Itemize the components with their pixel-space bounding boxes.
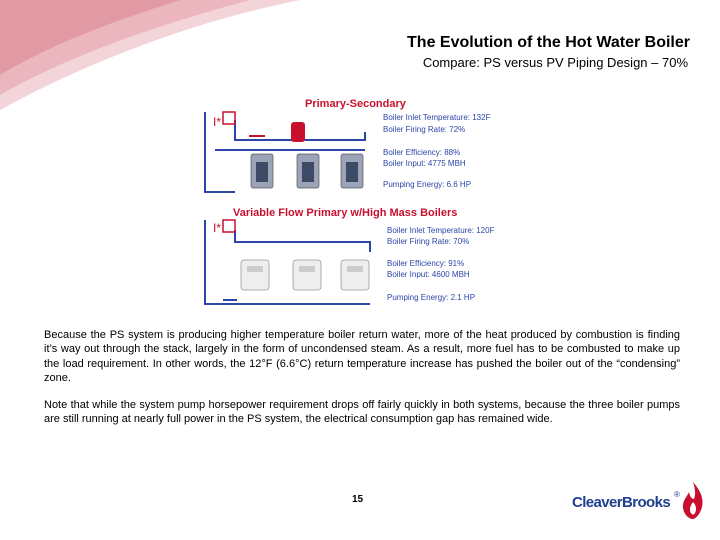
- ps-diagram: [205, 98, 491, 192]
- pv-stat: Boiler Input: 4600 MBH: [387, 270, 470, 279]
- ps-stat: Boiler Inlet Temperature: 132F: [383, 113, 491, 122]
- pv-supply-marker: I*: [213, 221, 222, 235]
- slide-subtitle: Compare: PS versus PV Piping Design – 70%: [422, 55, 688, 70]
- pv-heading: Variable Flow Primary w/High Mass Boilers: [233, 207, 458, 219]
- pv-stat: Boiler Firing Rate: 70%: [387, 237, 470, 246]
- ps-supply-marker: I*: [213, 115, 222, 129]
- ps-expansion-tank: [291, 122, 305, 142]
- ps-stat: Pumping Energy: 6.6 HP: [383, 180, 472, 189]
- ps-boiler-3: [341, 154, 363, 188]
- pv-boiler-3: [341, 260, 369, 290]
- ps-stats: [383, 113, 491, 189]
- slide-title: The Evolution of the Hot Water Boiler: [407, 34, 690, 51]
- pv-stat: Pumping Energy: 2.1 HP: [387, 293, 476, 302]
- body-paragraph-2: Note that while the system pump horsepower requirement drops off fairly quickly in both systems, because the three boiler pumps are still running at nearly full power in the PS system, the electrical consumption gap has remained wide.: [44, 399, 680, 426]
- registered-mark: ®: [674, 490, 680, 499]
- cleaverbrooks-logo: [570, 478, 706, 522]
- flame-icon: [680, 480, 706, 520]
- piping-comparison-diagram: [195, 92, 535, 310]
- pv-boiler-2: [293, 260, 321, 290]
- ps-boiler-2: [297, 154, 319, 188]
- logo-text: CleaverBrooks: [572, 494, 671, 511]
- pv-stat: Boiler Efficiency: 91%: [387, 259, 465, 268]
- pv-pump-symbol: [223, 220, 235, 232]
- pv-stats: [387, 226, 495, 302]
- ps-stat: Boiler Input: 4775 MBH: [383, 159, 466, 168]
- pv-stat: Boiler Inlet Temperature: 120F: [387, 226, 495, 235]
- ps-boiler-1: [251, 154, 273, 188]
- ps-stat: Boiler Efficiency: 88%: [383, 148, 461, 157]
- ps-stat: Boiler Firing Rate: 72%: [383, 125, 466, 134]
- page-number: 15: [352, 494, 364, 505]
- ps-pump-symbol: [223, 112, 235, 124]
- body-paragraph-1: Because the PS system is producing higher temperature boiler return water, more of the heat produced by combustion is finding it’s way out through the stack, largely in the form of uncondensed steam. As a result, more fuel has to be combusted to make up the load requirement. In other words, the 12°F (6.6°C) return temperature increase has pushed the boiler out of the “condensing” zone.: [44, 329, 680, 384]
- ps-heading: Primary-Secondary: [305, 98, 406, 110]
- pv-boiler-1: [241, 260, 269, 290]
- pv-diagram: [205, 207, 495, 304]
